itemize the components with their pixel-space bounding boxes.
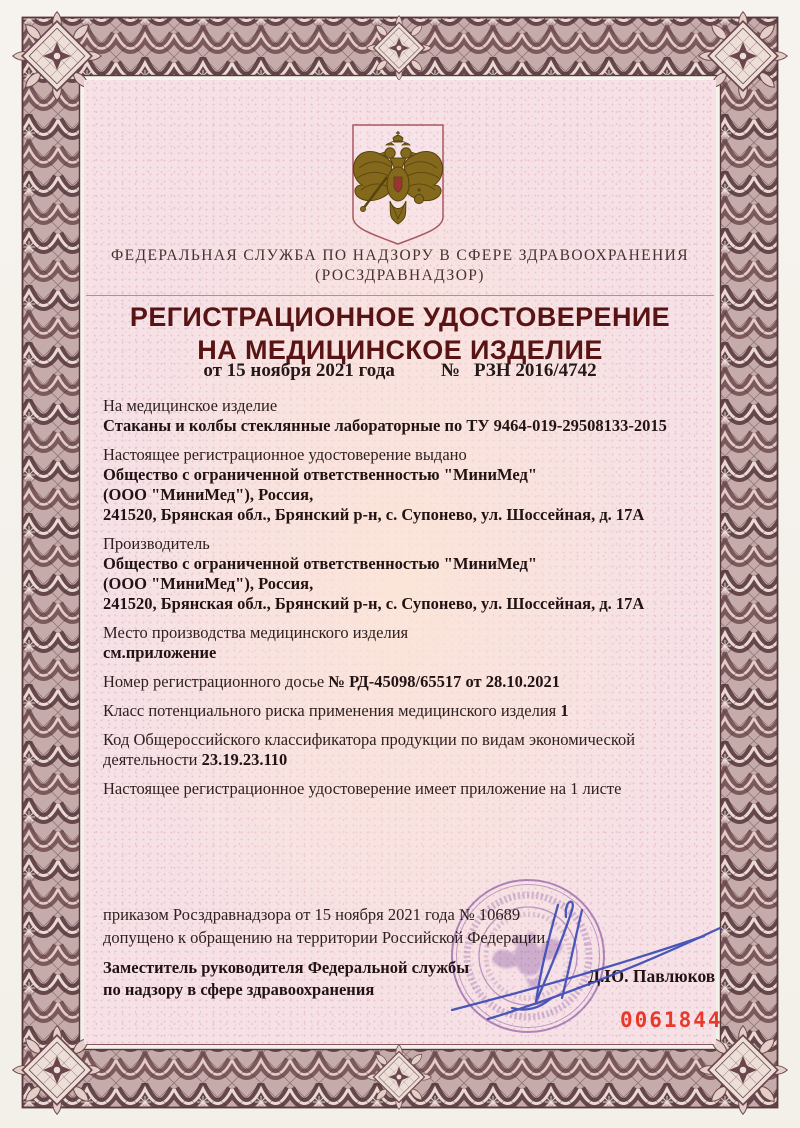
document-title xyxy=(84,301,716,367)
field-risk-class-value: 1 xyxy=(560,701,569,720)
field-risk-class xyxy=(103,701,721,721)
field-dossier xyxy=(103,672,721,692)
field-okpd-label: Код Общероссийского классификатора продукции по видам экономической деятельности xyxy=(103,730,636,769)
field-risk-class-label: Класс потенциального риска применения медицинского изделия xyxy=(103,701,557,720)
agency-short-name: (РОСЗДРАВНАДЗОР) xyxy=(315,267,485,284)
issue-date: от 15 ноября 2021 года xyxy=(203,360,395,381)
title-line-1: РЕГИСТРАЦИОННОЕ УДОСТОВЕРЕНИЕ xyxy=(129,302,671,332)
field-manufacturer-line: 241520, Брянская обл., Брянский р-н, с. Супонево, ул. Шоссейная, д. 17А xyxy=(103,594,645,613)
field-issued-to-line: Общество с ограниченной ответственностью "МиниМед" xyxy=(103,465,538,484)
field-issued-to xyxy=(103,445,721,525)
admission-line: допущено к обращению на территории Российской Федерации. xyxy=(103,928,550,947)
signature-icon xyxy=(438,878,738,1038)
field-device-value: Стаканы и колбы стеклянные лабораторные по ТУ 9464-019-29508133-2015 xyxy=(103,416,667,435)
signer-title-line: по надзору в сфере здравоохранения xyxy=(103,980,375,999)
field-manufacturer-line: (ООО "МиниМед"), Россия, xyxy=(103,574,314,593)
certificate-fields xyxy=(103,396,721,808)
field-attachment xyxy=(103,779,721,799)
agency-name: ФЕДЕРАЛЬНАЯ СЛУЖБА ПО НАДЗОРУ В СФЕРЕ ЗДРАВООХРАНЕНИЯ xyxy=(111,247,689,264)
field-production-place xyxy=(103,623,721,663)
field-manufacturer-line: Общество с ограниченной ответственностью "МиниМед" xyxy=(103,554,538,573)
field-device xyxy=(103,396,721,436)
signer-name: Д.Ю. Павлюков xyxy=(588,966,716,986)
number-sign: № xyxy=(440,360,460,381)
header-divider xyxy=(86,295,714,296)
field-dossier-value: № РД-45098/65517 от 28.10.2021 xyxy=(328,672,560,691)
serial-number: 0061844 xyxy=(620,1008,723,1032)
field-manufacturer xyxy=(103,534,721,614)
title-line-2: НА МЕДИЦИНСКОЕ ИЗДЕЛИЕ xyxy=(197,335,603,365)
date-and-number-row xyxy=(84,360,716,382)
signer-title-line: Заместитель руководителя Федеральной службы xyxy=(103,958,470,977)
order-line: приказом Росздравнадзора от 15 ноября 2021 года № 10689 xyxy=(103,905,521,924)
registration-number: РЗН 2016/4742 xyxy=(473,360,597,381)
field-issued-to-label: Настоящее регистрационное удостоверение выдано xyxy=(103,445,467,464)
agency-header xyxy=(84,246,716,286)
field-manufacturer-label: Производитель xyxy=(103,534,210,553)
field-production-place-value: см.приложение xyxy=(103,643,217,662)
field-okpd-value: 23.19.23.110 xyxy=(201,750,288,769)
field-production-place-label: Место производства медицинского изделия xyxy=(103,623,409,642)
field-issued-to-line: 241520, Брянская обл., Брянский р-н, с. Супонево, ул. Шоссейная, д. 17А xyxy=(103,505,645,524)
field-device-label: На медицинское изделие xyxy=(103,396,278,415)
field-issued-to-line: (ООО "МиниМед"), Россия, xyxy=(103,485,314,504)
field-dossier-label: Номер регистрационного досье xyxy=(103,672,325,691)
field-attachment-text: Настоящее регистрационное удостоверение имеет приложение на 1 листе xyxy=(103,779,622,798)
coat-of-arms-icon xyxy=(346,121,450,251)
field-okpd xyxy=(103,730,721,770)
